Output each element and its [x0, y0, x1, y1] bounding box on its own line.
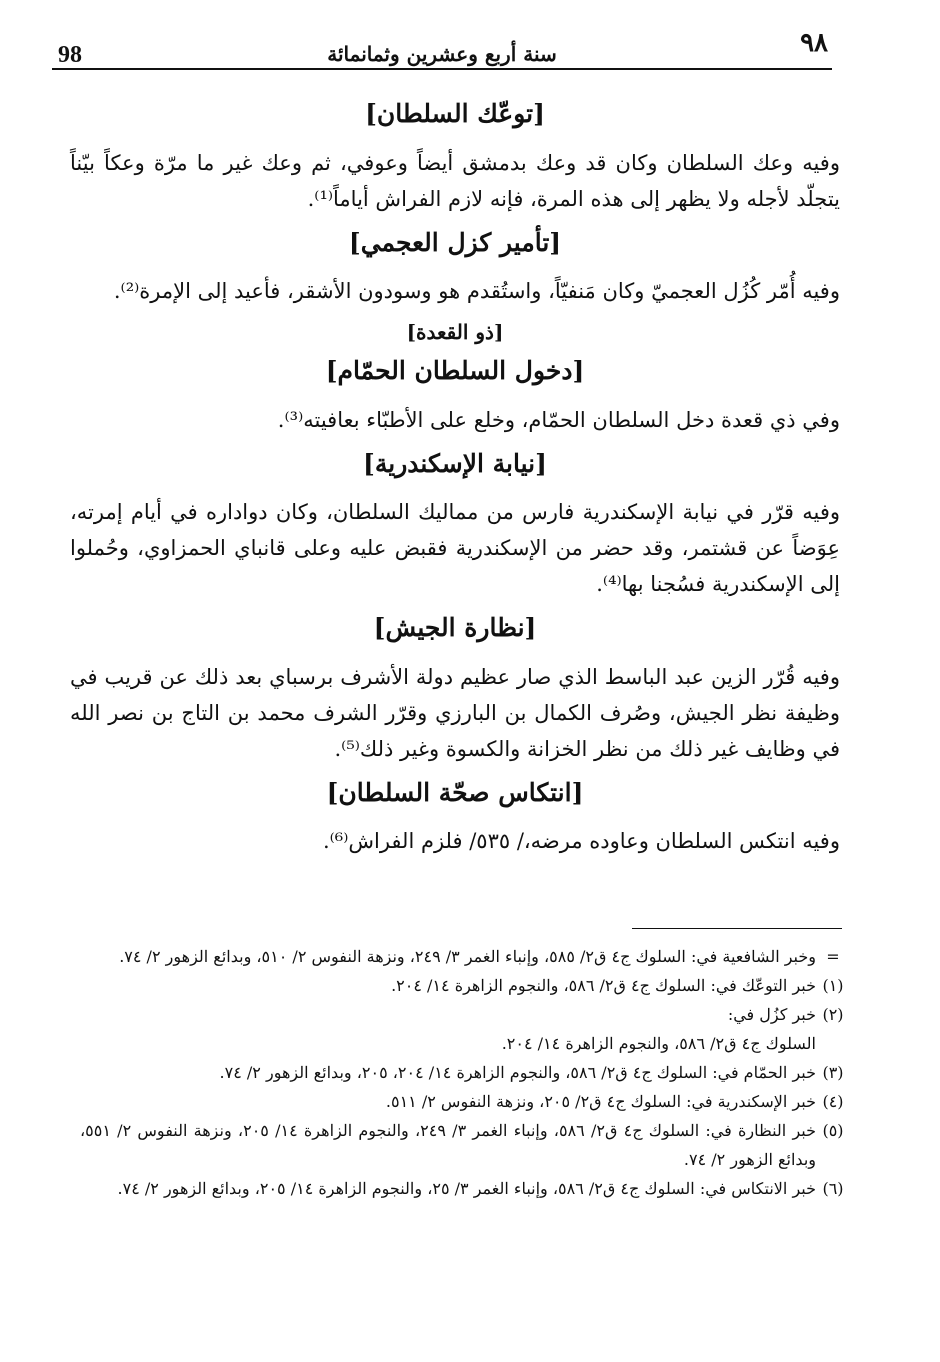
footnote — [80, 1116, 850, 1174]
section-paragraph: وفيه قرّر في نيابة الإسكندرية فارس من مماليك السلطان، وكان دواداره في أيام إمرته، عِوَضاً عن قشتمر، وقد حضر من الإسكندرية فقبض عليه وعلى قانباي الحمزاوي، وحُملوا إلى الإسكندرية فسُجنا بها⁽⁴⁾. — [70, 500, 840, 596]
footnote-number: (٣) — [822, 1063, 844, 1082]
footnote-text: خبر الانتكاس في: السلوك ج٤ ق٢/ ٥٨٦، وإنباء الغمر ٣/ ٢٥، والنجوم الزاهرة ١٤/ ٢٠٥، وبدائع الزهور ٢/ ٧٤. — [117, 1179, 816, 1198]
footnote-number — [816, 1029, 850, 1058]
footnote-text: خبر الحمّام في: السلوك ج٤ ق٢/ ٥٨٦، والنجوم الزاهرة ١٤/ ٢٠٤، ٢٠٥، وبدائع الزهور ٢/ ٧٤. — [219, 1063, 816, 1082]
section-paragraph: وفيه أُمّر كُزُل العجميّ وكان مَنفيّاً، واستُقدم هو وسودون الأشقر، فأعيد إلى الإمرة⁽²⁾. — [113, 279, 840, 303]
page-header — [52, 24, 832, 70]
footnote-number: (١) — [822, 976, 844, 995]
footnote-number: (٤) — [822, 1092, 844, 1111]
page-number-arabic: ٩٨ — [800, 28, 828, 58]
section-paragraph: وفيه قُرّر الزين عبد الباسط الذي صار عظيم دولة الأشرف برسباي بعد ذلك عن قريب في وظيفة نظر الجيش، وصُرف الكمال بن البارزي وقرّر الشرف محمد بن التاج بن نصر الله في وظايف غير ذلك من نظر الخزانة والكسوة وغير ذلك⁽⁵⁾. — [70, 664, 840, 761]
section-heading: [نظارة الجيش] — [373, 613, 537, 642]
footnote-divider — [632, 928, 842, 929]
page-number-latin: 98 — [58, 42, 82, 68]
footnote-number: (٢) — [822, 1005, 844, 1024]
footnote-text: خبر كزُل في: — [727, 1005, 816, 1024]
footnote-number: = — [826, 947, 840, 966]
footnote — [80, 1174, 850, 1203]
month-heading: [ذو القعدة] — [406, 320, 504, 344]
footnote-text: خبر النظارة في: السلوك ج٤ ق٢/ ٥٨٦، وإنباء الغمر ٣/ ٢٤٩، والنجوم الزاهرة ١٤/ ٢٠٥، ونزهة النفوس ٢/ ٥٥١، وبدائع الزهور ٢/ ٧٤. — [80, 1121, 817, 1169]
section-heading: [دخول السلطان الحمّام] — [325, 356, 585, 385]
footnote — [80, 971, 850, 1000]
footnote-text: خبر التوعّك في: السلوك ج٤ ق٢/ ٥٨٦، والنجوم الزاهرة ١٤/ ٢٠٤. — [391, 976, 816, 995]
section-paragraph: وفي ذي قعدة دخل السلطان الحمّام، وخلع على الأطبّاء بعافيته⁽³⁾. — [277, 407, 840, 432]
footnote — [80, 1000, 850, 1029]
footnote-text: خبر الإسكندرية في: السلوك ج٤ ق٢/ ٢٠٥، ونزهة النفوس ٢/ ٥١١. — [385, 1092, 816, 1111]
footnote-text: وخبر الشافعية في: السلوك ج٤ ق٢/ ٥٨٥، وإنباء الغمر ٣/ ٢٤٩، ونزهة النفوس ٢/ ٥١٠، وبدائع الزهور ٢/ ٧٤. — [119, 947, 816, 966]
section-paragraph: وفيه وعك السلطان وكان قد وعك بدمشق أيضاً وعوفي، ثم وعك غير ما مرّة وعكاً بيّناً يتجلّد لأجله ولا يظهر إلى هذه المرة، فإنه لازم الفراش أياماً⁽¹⁾. — [70, 150, 840, 211]
section-heading: [توعّك السلطان] — [365, 99, 545, 128]
section-heading: [نيابة الإسكندرية] — [363, 448, 547, 478]
running-title: سنة أربع وعشرين وثمانمائة — [327, 42, 557, 66]
section-paragraph: وفيه انتكس السلطان وعاوده مرضه،/ ٥٣٥/ فلزم الفراش⁽⁶⁾. — [322, 829, 840, 853]
footnote — [80, 1087, 850, 1116]
footnotes — [80, 942, 850, 1203]
footnote — [80, 1029, 850, 1058]
main-text — [70, 88, 840, 869]
section-heading: [انتكاس صحّة السلطان] — [326, 777, 584, 807]
section-heading: [تأمير كزل العجمي] — [348, 227, 562, 257]
footnote-text: السلوك ج٤ ق٢/ ٥٨٦، والنجوم الزاهرة ١٤/ ٢٠٤. — [501, 1034, 816, 1053]
footnote-number: (٦) — [822, 1179, 844, 1198]
footnote — [80, 942, 850, 971]
footnote — [80, 1058, 850, 1087]
footnote-number: (٥) — [822, 1121, 844, 1140]
